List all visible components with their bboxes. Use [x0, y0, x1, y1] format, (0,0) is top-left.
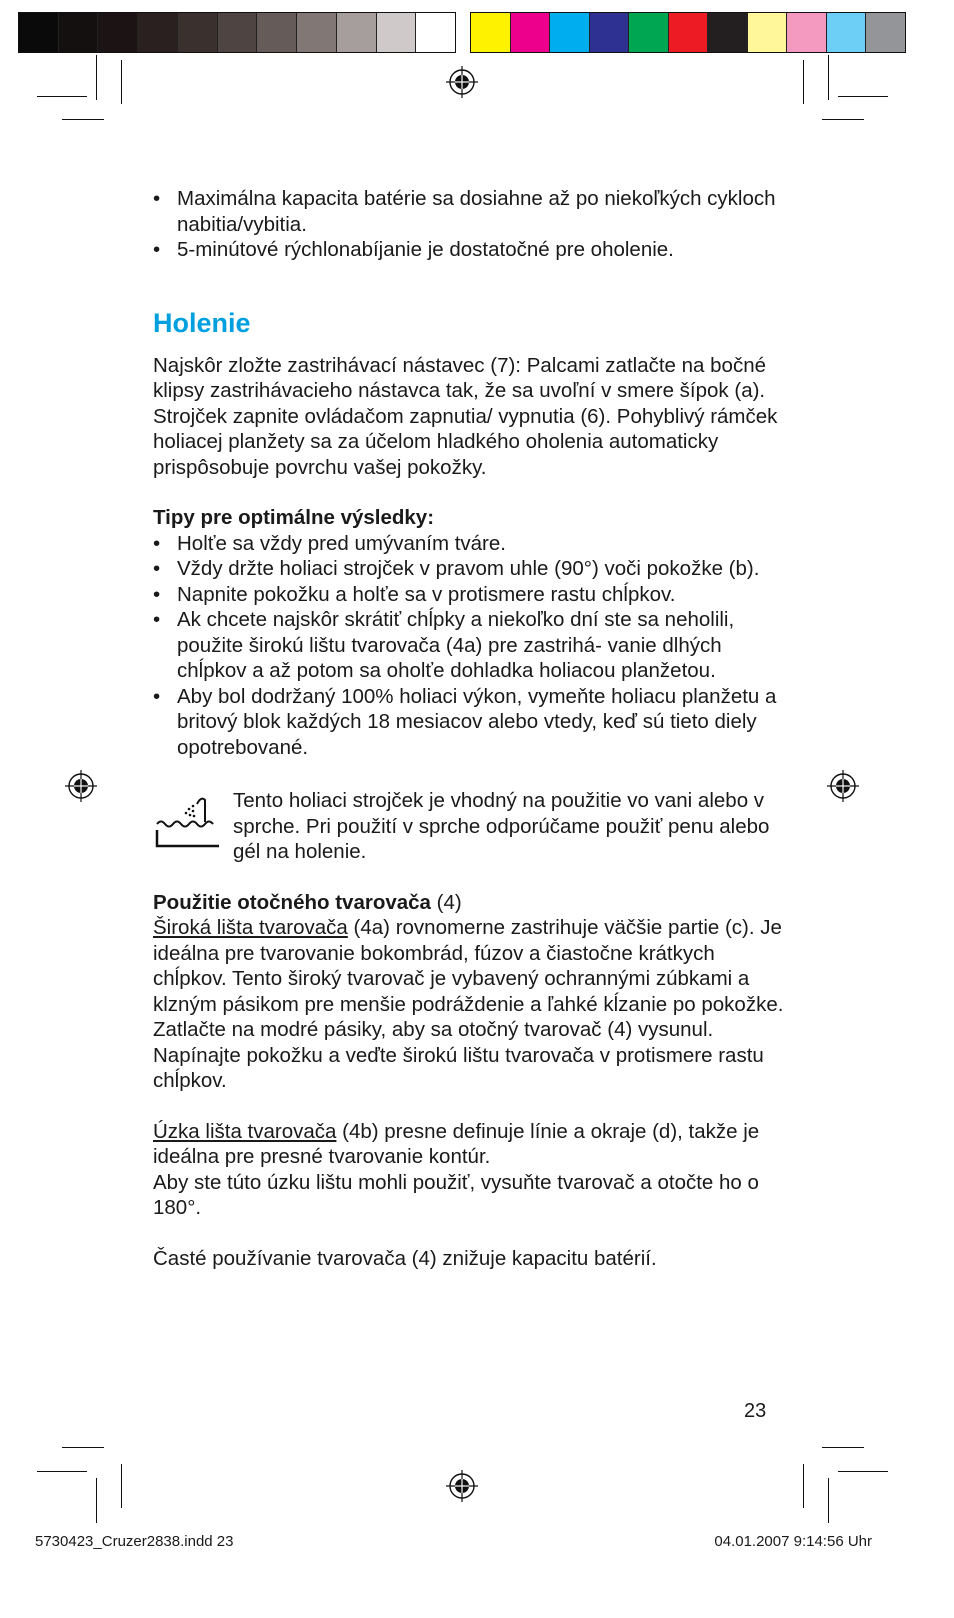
narrow-trimmer-paragraph-2: Aby ste túto úzku lištu mohli použiť, vysuňte tvarovač a otočte ho o 180°. — [153, 1170, 759, 1219]
calibration-swatch — [416, 13, 455, 52]
footer-timestamp: 04.01.2007 9:14:56 Uhr — [714, 1533, 872, 1550]
list-item: • Napnite pokožku a holťe sa v protismere rastu chĺpkov. — [153, 582, 793, 608]
wide-trimmer-paragraph-2: Napínajte pokožku a veďte širokú lištu tvarovača v protismere rastu chĺpkov. — [153, 1043, 764, 1092]
calibration-swatch — [471, 13, 511, 52]
calibration-swatch — [669, 13, 709, 52]
calibration-swatch — [19, 13, 59, 52]
list-item: • 5-minútové rýchlonabíjanie je dostatočné pre oholenie. — [153, 237, 793, 263]
wide-trimmer-text: (4a) rovnomerne zastrihuje väčšie partie (c). Je ideálna pre tvarovanie bokombrád, fúzov a čiastočne krátkych chĺpkov. Tento široký tvarovač je vybavený ochrannými zúbkami a klzným pásikom pre menšie podráždenie a ľahké kĺzanie po pokožke. Zatlačte na modré pásiky, aby sa otočný tvarovač (4) vysunul. — [153, 916, 784, 1041]
crop-mark — [838, 1471, 888, 1472]
section-title: Holenie — [153, 307, 251, 338]
intro-bullet-list — [153, 186, 793, 263]
shower-bath-icon — [153, 790, 223, 850]
crop-mark — [121, 60, 122, 104]
calibration-swatch — [297, 13, 337, 52]
battery-note: Časté používanie tvarovača (4) znižuje kapacitu batérií. — [153, 1246, 657, 1270]
intro-paragraph: Najskôr zložte zastrihávací nástavec (7): Palcami zatlačte na bočné klipsy zastrihávacieho nástavca tak, že sa uvoľní v smere šípok (a). Strojček zapnite ovládačom zapnutia/ vypnutia (6). Pohyblivý rámček holiacej planžety sa za účelom hladkého oholenia automaticky prispôsobuje povrchu vašej pokožky. — [153, 353, 778, 479]
crop-mark — [828, 55, 829, 100]
list-item: • Ak chcete najskôr skrátiť chĺpky a niekoľko dní ste sa neholili, použite širokú lištu tvarovača (4a) pre zastrihá- vanie dlhých chĺpkov a až potom sa oholťe dohladka holiacou planžetou. — [153, 607, 793, 684]
list-item: • Aby bol dodržaný 100% holiaci výkon, vymeňte holiacu planžetu a britový blok každých 18 mesiacov alebo vtedy, keď sú tieto diely opotrebované. — [153, 684, 793, 761]
crop-mark — [62, 119, 104, 120]
narrow-trimmer-paragraph — [153, 1119, 793, 1170]
calibration-swatch — [59, 13, 99, 52]
tips-list — [153, 531, 793, 761]
calibration-swatch — [178, 13, 218, 52]
calibration-swatch — [787, 13, 827, 52]
tips-heading: Tipy pre optimálne výsledky: — [153, 506, 435, 529]
list-item: • Holťe sa vždy pred umývaním tváre. — [153, 531, 793, 557]
narrow-trimmer-text: (4b) presne definuje línie a okraje (d), takže je ideálna pre presné tvarovanie kontúr. — [153, 1119, 760, 1168]
crop-mark — [37, 1471, 87, 1472]
registration-mark-icon — [827, 770, 859, 802]
wide-trimmer-label: Široká lišta tvarovača — [153, 916, 348, 939]
grayscale-calibration-bar — [18, 12, 456, 53]
crop-mark — [822, 119, 864, 120]
list-item: • Maximálna kapacita batérie sa dosiahne až po niekoľkých cykloch nabitia/vybitia. — [153, 186, 793, 237]
calibration-swatch — [748, 13, 788, 52]
narrow-trimmer-label: Úzka lišta tvarovača — [153, 1119, 337, 1143]
calibration-swatch — [629, 13, 669, 52]
crop-mark — [96, 55, 97, 100]
shower-note-block — [153, 788, 793, 865]
crop-mark — [822, 1447, 864, 1448]
calibration-swatch — [377, 13, 417, 52]
list-item: • Vždy držte holiaci strojček v pravom uhle (90°) voči pokožke (b). — [153, 556, 793, 582]
calibration-swatch — [337, 13, 377, 52]
trimmer-heading-bold: Použitie otočného tvarovača — [153, 890, 431, 914]
calibration-swatch — [550, 13, 590, 52]
calibration-swatch — [708, 13, 748, 52]
crop-mark — [37, 96, 87, 97]
registration-mark-icon — [446, 66, 478, 98]
crop-mark — [828, 1478, 829, 1523]
calibration-swatch — [511, 13, 551, 52]
registration-mark-icon — [65, 770, 97, 802]
calibration-swatch — [827, 13, 867, 52]
calibration-swatch — [138, 13, 178, 52]
calibration-swatch — [257, 13, 297, 52]
crop-mark — [62, 1447, 104, 1448]
trimmer-heading-ref: (4) — [430, 890, 462, 914]
calibration-swatch — [866, 13, 905, 52]
calibration-swatch — [590, 13, 630, 52]
calibration-swatch — [218, 13, 258, 52]
crop-mark — [96, 1478, 97, 1523]
crop-mark — [838, 96, 888, 97]
footer-file-info: 5730423_Cruzer2838.indd 23 — [35, 1533, 234, 1550]
shower-note-text: Tento holiaci strojček je vhodný na použitie vo vani alebo v sprche. Pri použití v sprche odporúčame použiť penu alebo gél na holenie. — [233, 789, 770, 863]
crop-mark — [121, 1464, 122, 1508]
calibration-swatch — [98, 13, 138, 52]
crop-mark — [803, 1464, 804, 1508]
trimmer-heading — [153, 890, 793, 916]
registration-mark-icon — [446, 1470, 478, 1502]
page-number: 23 — [744, 1400, 767, 1422]
crop-mark — [803, 60, 804, 104]
page-content — [153, 186, 793, 1271]
color-calibration-bar — [470, 12, 906, 53]
wide-trimmer-paragraph — [153, 915, 793, 1043]
